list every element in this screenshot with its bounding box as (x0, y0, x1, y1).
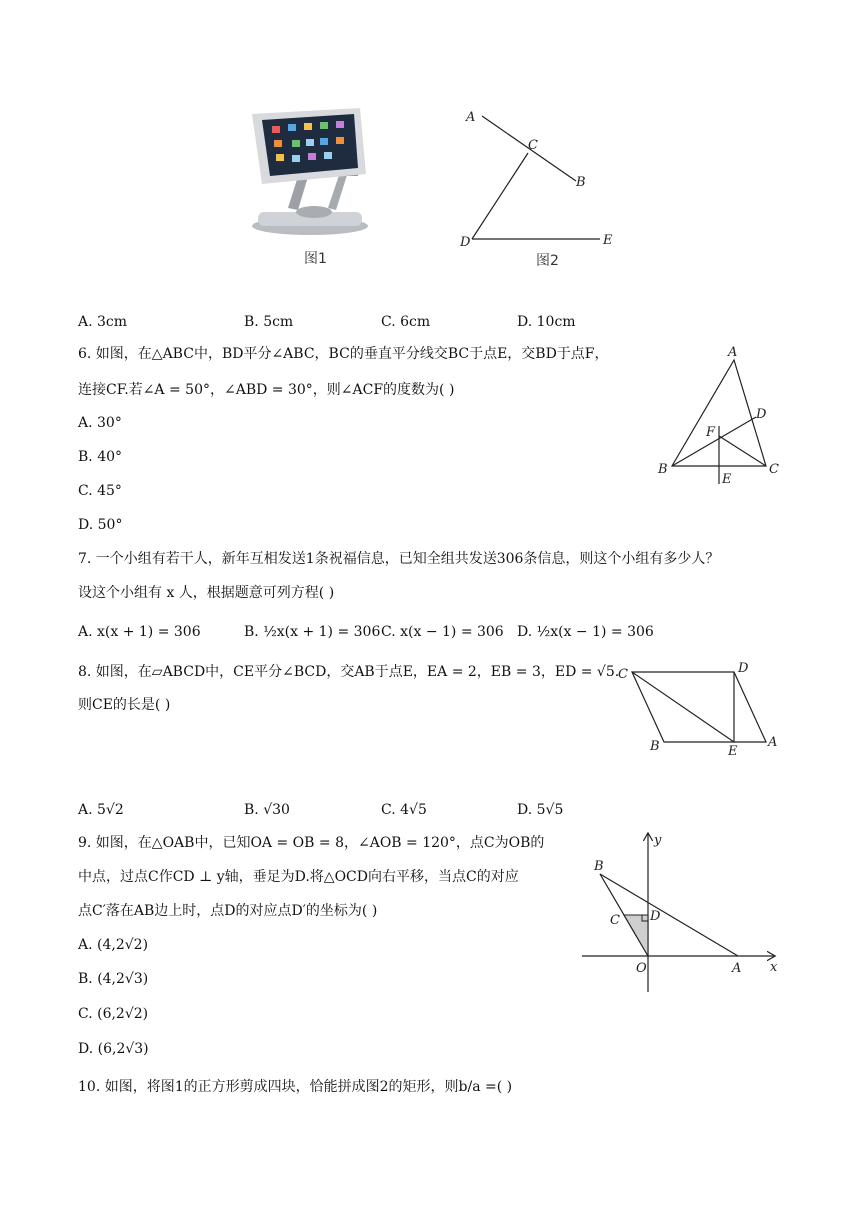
q6-option-d: D. 50° (78, 517, 123, 533)
q6-option-b: B. 40° (78, 449, 123, 465)
q8-parallelogram-diagram (612, 656, 784, 760)
q9-option-d: D. (6,2√3) (78, 1041, 149, 1057)
q9-label-d: D (650, 909, 661, 924)
figure-2-diagram (460, 105, 620, 250)
q9-option-b: B. (4,2√3) (78, 971, 149, 987)
q7-option-d: D. ½x(x − 1) = 306 (517, 624, 654, 640)
q8-label-e: E (728, 744, 738, 759)
q8-option-a: A. 5√2 (78, 802, 124, 818)
q9-stem-line-1: 9. 如图，在△OAB中，已知OA = OB = 8，∠AOB = 120°，点C为OB的 (78, 835, 545, 851)
q5-option-b: B. 5cm (244, 314, 294, 330)
q8-option-d: D. 5√5 (517, 802, 564, 818)
q5-option-a: A. 3cm (78, 314, 128, 330)
q7-stem-line-1: 7. 一个小组有若干人，新年互相发送1条祝福信息，已知全组共发送306条信息，则这个小组有多少人？ (78, 551, 720, 567)
q8-label-c: C (618, 667, 628, 682)
q6-label-f: F (706, 425, 716, 440)
q9-stem-line-2: 中点，过点C作CD ⊥ y轴，垂足为D.将△OCD向右平移，当点C的对应 (78, 869, 519, 885)
figure-1-caption: 图1 (304, 251, 327, 267)
tablet-stand-photo (248, 108, 372, 236)
q9-option-c: C. (6,2√2) (78, 1006, 149, 1022)
q6-label-a: A (728, 345, 738, 360)
q6-label-c: C (769, 462, 779, 477)
q9-stem-line-3: 点C′落在AB边上时，点D的对应点D′的坐标为( ) (78, 903, 378, 919)
fig2-label-c: C (528, 138, 538, 153)
q9-label-y: y (654, 833, 662, 848)
q6-option-c: C. 45° (78, 483, 122, 499)
q9-label-o: O (636, 961, 647, 976)
q6-label-d: D (756, 407, 767, 422)
q9-option-a: A. (4,2√2) (78, 937, 149, 953)
q5-option-d: D. 10cm (517, 314, 576, 330)
q8-label-b: B (650, 739, 660, 754)
q7-option-b: B. ½x(x + 1) = 306 (244, 624, 381, 640)
q6-stem-line-2: 连接CF.若∠A = 50°，∠ABD = 30°，则∠ACF的度数为( ) (78, 382, 455, 398)
q10-stem-line-1: 10. 如图，将图1的正方形剪成四块，恰能拼成图2的矩形，则b/a =( ) (78, 1079, 513, 1095)
q6-label-b: B (658, 462, 668, 477)
q8-label-a: A (768, 735, 778, 750)
q6-label-e: E (722, 472, 732, 487)
fig2-label-a: A (466, 110, 476, 125)
q8-option-c: C. 4√5 (381, 802, 427, 818)
q9-label-c: C (610, 913, 620, 928)
q5-option-c: C. 6cm (381, 314, 431, 330)
fig2-label-e: E (603, 233, 613, 248)
q6-stem-line-1: 6. 如图，在△ABC中，BD平分∠ABC，BC的垂直平分线交BC于点E，交BD于点F， (78, 346, 609, 362)
q9-label-b: B (594, 859, 604, 874)
q7-option-a: A. x(x + 1) = 306 (78, 624, 201, 640)
q7-option-c: C. x(x − 1) = 306 (381, 624, 504, 640)
q9-label-x: x (770, 960, 778, 975)
figure-2-caption: 图2 (536, 253, 559, 269)
q9-label-a: A (732, 961, 742, 976)
q8-stem-line-1: 8. 如图，在▱ABCD中，CE平分∠BCD，交AB于点E，EA = 2，EB = 3，ED = √5. (78, 664, 620, 680)
q8-stem-line-2: 则CE的长是( ) (78, 697, 171, 713)
q8-label-d: D (738, 661, 749, 676)
q6-option-a: A. 30° (78, 415, 122, 431)
fig2-label-d: D (460, 235, 471, 250)
fig2-label-b: B (576, 175, 586, 190)
q9-coordinate-diagram (578, 828, 784, 996)
q8-option-b: B. √30 (244, 802, 290, 818)
q6-triangle-diagram (652, 342, 792, 490)
q7-stem-line-2: 设这个小组有 x 人，根据题意可列方程( ) (78, 585, 335, 601)
